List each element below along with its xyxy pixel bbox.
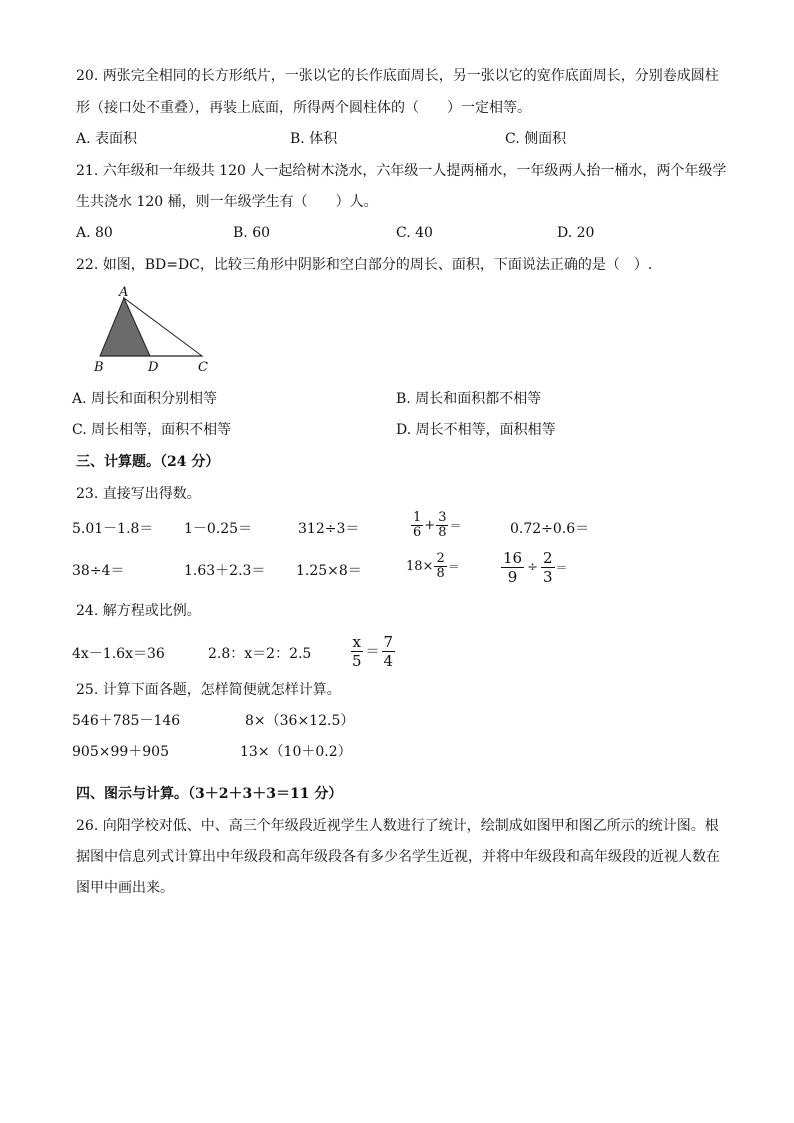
triangle-figure [88, 282, 218, 374]
q22-option-d: D. 周长不相等，面积相等 [396, 422, 556, 438]
q24-equation-3: $\frac{x}{5}$ ＝ $\frac{7}{4}$ [352, 633, 394, 670]
q23-expr-fraction-add: $\frac{1}{6}$ + $\frac{3}{8}$ ＝ [413, 510, 462, 540]
q20-option-b: B. 体积 [290, 131, 338, 147]
label-c: C [198, 360, 208, 374]
q20-option-a: A. 表面积 [76, 131, 138, 147]
q26-line1: 26. 向阳学校对低、中、高三个年级段近视学生人数进行了统计，绘制成如图甲和图乙所示的统计图。根 [76, 818, 719, 834]
q23-expr-5: 38÷4＝ [72, 563, 125, 579]
q23-expr-2: 1－0.25＝ [184, 521, 253, 537]
label-b: B [94, 360, 104, 374]
q22-option-b: B. 周长和面积都不相等 [396, 391, 542, 407]
q21-option-b: B. 60 [233, 225, 271, 241]
label-d: D [148, 360, 159, 374]
q25-expr-1: 546＋785－146 [72, 713, 181, 729]
q20-option-c: C. 侧面积 [505, 131, 567, 147]
q21-line1: 21. 六年级和一年级共 120 人一起给树木浇水，六年级一人提两桶水，一年级两人抬一桶水，两个年级学 [76, 163, 727, 179]
q23-expr-fraction-div: $\frac{16}{9}$ ÷ $\frac{2}{3}$ ＝ [503, 549, 568, 586]
q20-line1: 20. 两张完全相同的长方形纸片，一张以它的长作底面周长，另一张以它的宽作底面周长，分别卷成圆柱 [76, 68, 719, 84]
q23-expr-6: 1.63＋2.3＝ [184, 563, 266, 579]
q21-option-d: D. 20 [557, 225, 595, 241]
q22-option-c: C. 周长相等，面积不相等 [72, 422, 232, 438]
q26-line2: 据图中信息列式计算出中年级段和高年级段各有多少名学生近视，并将中年级段和高年级段的近视人数在 [76, 849, 720, 865]
q25-title: 25. 计算下面各题，怎样简便就怎样计算。 [76, 682, 341, 698]
section-4-title: 四、图示与计算。（3＋2＋3＋3＝11 分） [76, 786, 343, 802]
q22-option-a: A. 周长和面积分别相等 [72, 391, 218, 407]
q24-equation-1: 4x－1.6x＝36 [72, 646, 165, 662]
q20-line2: 形（接口处不重叠），再装上底面，所得两个圆柱体的（ ）一定相等。 [76, 100, 531, 116]
q24-title: 24. 解方程或比例。 [76, 603, 201, 619]
q25-expr-2: 8×（36×12.5） [245, 713, 355, 729]
q23-expr-3: 312÷3＝ [298, 521, 360, 537]
q23-title: 23. 直接写出得数。 [76, 486, 201, 502]
q22-line1: 22. 如图，BD=DC，比较三角形中阴影和空白部分的周长、面积，下面说法正确的是（ ）. [76, 257, 653, 273]
q23-expr-fraction-mul: 18× $\frac{2}{8}$ ＝ [406, 551, 460, 581]
q21-line2: 生共浇水 120 桶，则一年级学生有（ ）人。 [76, 194, 378, 210]
q26-line3: 图甲中画出来。 [76, 880, 174, 896]
label-a: A [119, 285, 129, 300]
section-3-title: 三、计算题。（24 分） [76, 454, 220, 470]
q23-expr-1: 5.01－1.8＝ [72, 521, 154, 537]
q21-option-c: C. 40 [396, 225, 433, 241]
q25-expr-3: 905×99＋905 [72, 744, 169, 760]
q23-expr-4: 0.72÷0.6＝ [510, 521, 590, 537]
q21-option-a: A. 80 [76, 225, 113, 241]
q24-equation-2: 2.8：x＝2：2.5 [208, 646, 312, 662]
q25-expr-4: 13×（10＋0.2） [240, 744, 352, 760]
q23-expr-7: 1.25×8＝ [296, 563, 362, 579]
